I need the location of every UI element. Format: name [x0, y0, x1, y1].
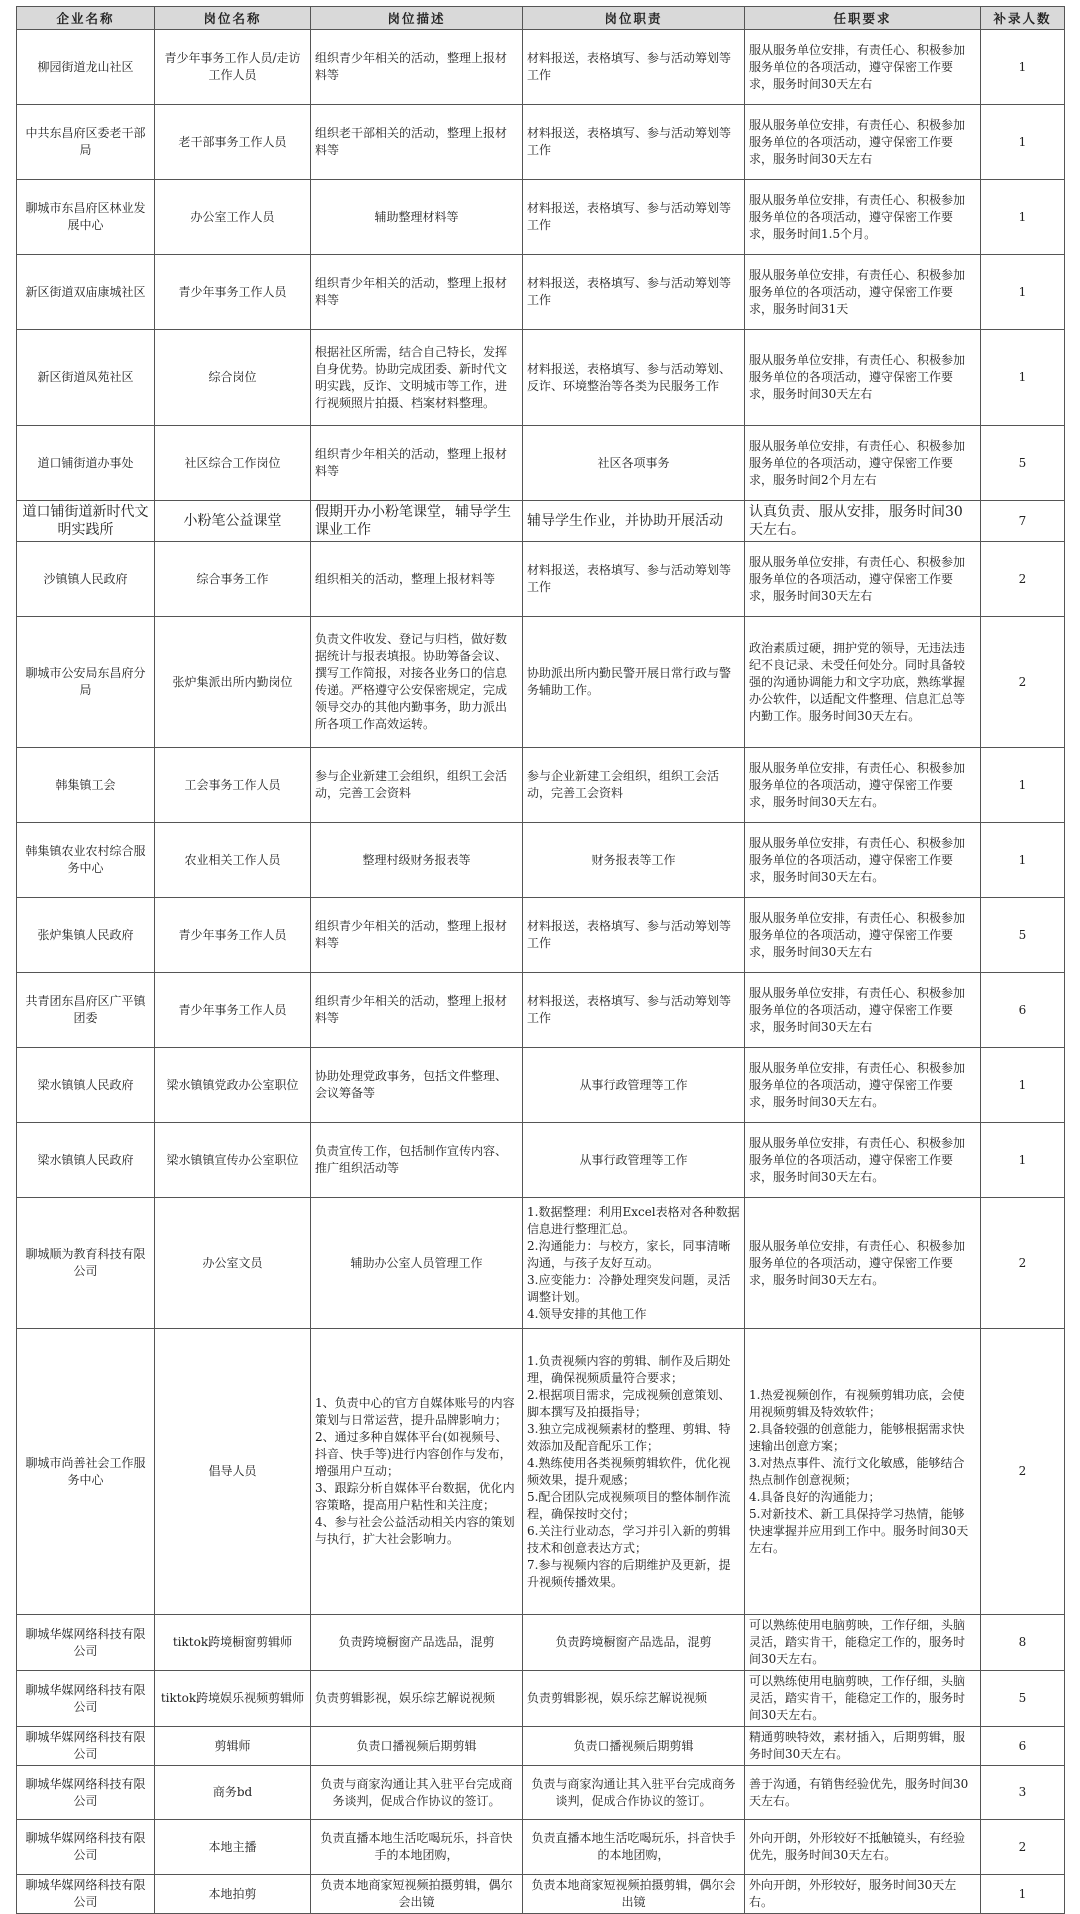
cell-count: 1 — [981, 1123, 1065, 1198]
cell-position: 社区综合工作岗位 — [155, 426, 311, 501]
cell-description: 负责口播视频后期剪辑 — [311, 1727, 523, 1766]
cell-company: 聊城顺为教育科技有限公司 — [17, 1198, 155, 1329]
table-header-row — [17, 7, 1065, 30]
cell-duty: 负责本地商家短视频拍摄剪辑，偶尔会出镜 — [523, 1875, 745, 1914]
cell-count: 2 — [981, 1198, 1065, 1329]
cell-duty: 材料报送，表格填写、参与活动筹划、反诈、环境整治等各类为民服务工作 — [523, 330, 745, 426]
cell-count: 2 — [981, 1329, 1065, 1615]
cell-company: 聊城华媒网络科技有限公司 — [17, 1671, 155, 1727]
cell-position: 青少年事务工作人员 — [155, 973, 311, 1048]
cell-requirement: 服从服务单位安排，有责任心、积极参加服务单位的各项活动，遵守保密工作要求，服务时间30天左右 — [745, 973, 981, 1048]
cell-position: 办公室文员 — [155, 1198, 311, 1329]
table-row — [17, 501, 1065, 542]
cell-position: 本地主播 — [155, 1820, 311, 1875]
cell-requirement: 可以熟练使用电脑剪映，工作仔细，头脑灵活，踏实肯干，能稳定工作的，服务时间30天左右。 — [745, 1671, 981, 1727]
cell-position: 农业相关工作人员 — [155, 823, 311, 898]
cell-position: 倡导人员 — [155, 1329, 311, 1615]
cell-company: 韩集镇农业农村综合服务中心 — [17, 823, 155, 898]
cell-count: 1 — [981, 105, 1065, 180]
cell-position: tiktok跨境娱乐视频剪辑师 — [155, 1671, 311, 1727]
header-company: 企业名称 — [17, 7, 155, 30]
cell-description: 组织青少年相关的活动，整理上报材料等 — [311, 898, 523, 973]
cell-count: 8 — [981, 1615, 1065, 1671]
cell-description: 假期开办小粉笔课堂，辅导学生课业工作 — [311, 501, 523, 542]
cell-description: 参与企业新建工会组织，组织工会活动，完善工会资料 — [311, 748, 523, 823]
cell-company: 道口铺街道办事处 — [17, 426, 155, 501]
cell-description: 组织青少年相关的活动，整理上报材料等 — [311, 973, 523, 1048]
table-row — [17, 1048, 1065, 1123]
cell-duty: 辅导学生作业，并协助开展活动 — [523, 501, 745, 542]
table-row — [17, 30, 1065, 105]
cell-count: 1 — [981, 1048, 1065, 1123]
cell-description: 辅助整理材料等 — [311, 180, 523, 255]
cell-description: 负责直播本地生活吃喝玩乐，抖音快手的本地团购， — [311, 1820, 523, 1875]
cell-description: 整理村级财务报表等 — [311, 823, 523, 898]
cell-position: 综合岗位 — [155, 330, 311, 426]
cell-company: 新区街道双庙康城社区 — [17, 255, 155, 330]
table-row — [17, 748, 1065, 823]
table-row — [17, 426, 1065, 501]
table-row — [17, 105, 1065, 180]
cell-description: 组织老干部相关的活动，整理上报材料等 — [311, 105, 523, 180]
cell-count: 1 — [981, 30, 1065, 105]
cell-description: 负责剪辑影视，娱乐综艺解说视频 — [311, 1671, 523, 1727]
header-description: 岗位描述 — [311, 7, 523, 30]
cell-company: 聊城华媒网络科技有限公司 — [17, 1727, 155, 1766]
table-row — [17, 1875, 1065, 1914]
cell-requirement: 服从服务单位安排，有责任心、积极参加服务单位的各项活动，遵守保密工作要求，服务时间2个月左右 — [745, 426, 981, 501]
cell-position: 青少年事务工作人员 — [155, 898, 311, 973]
cell-duty: 从事行政管理等工作 — [523, 1123, 745, 1198]
cell-count: 6 — [981, 1727, 1065, 1766]
cell-company: 沙镇镇人民政府 — [17, 542, 155, 617]
cell-duty: 1.负责视频内容的剪辑、制作及后期处理，确保视频质量符合要求； 2.根据项目需求，完成视频创意策划、脚本撰写及拍摄指导； 3.独立完成视频素材的整理、剪辑、特效添加及配音配乐工作； 4.熟练使用各类视频剪辑软件，优化视频效果，提升观感； 5.配合团队完成视频项目的整体制作流程，确保按时交付； 6.关注行业动态，学习并引入新的剪辑技术和创意表达方式； 7.参与视频内容的后期维护及更新，提升视频传播效果。 — [523, 1329, 745, 1615]
table-row — [17, 180, 1065, 255]
cell-count: 6 — [981, 973, 1065, 1048]
cell-duty: 负责跨境橱窗产品选品，混剪 — [523, 1615, 745, 1671]
cell-count: 7 — [981, 501, 1065, 542]
header-requirement: 任职要求 — [745, 7, 981, 30]
job-table — [16, 6, 1065, 1914]
cell-position: 办公室工作人员 — [155, 180, 311, 255]
table-row — [17, 1615, 1065, 1671]
cell-duty: 材料报送，表格填写、参与活动筹划等工作 — [523, 105, 745, 180]
cell-company: 聊城市公安局东昌府分局 — [17, 617, 155, 748]
cell-duty: 负责与商家沟通让其入驻平台完成商务谈判，促成合作协议的签订。 — [523, 1766, 745, 1820]
cell-description: 根据社区所需，结合自己特长，发挥自身优势。协助完成团委、新时代文明实践，反诈、文明城市等工作，进行视频照片拍摄、档案材料整理。 — [311, 330, 523, 426]
header-duty: 岗位职责 — [523, 7, 745, 30]
cell-description: 协助处理党政事务，包括文件整理、会议筹备等 — [311, 1048, 523, 1123]
cell-description: 负责宣传工作，包括制作宣传内容、推广组织活动等 — [311, 1123, 523, 1198]
cell-company: 聊城华媒网络科技有限公司 — [17, 1875, 155, 1914]
cell-position: 工会事务工作人员 — [155, 748, 311, 823]
table-row — [17, 1198, 1065, 1329]
cell-description: 负责与商家沟通让其入驻平台完成商务谈判，促成合作协议的签订。 — [311, 1766, 523, 1820]
cell-requirement: 1.热爱视频创作，有视频剪辑功底，会使用视频剪辑及特效软件； 2.具备较强的创意能力，能够根据需求快速输出创意方案； 3.对热点事件、流行文化敏感，能够结合热点制作创意视频； 4.具备良好的沟通能力； 5.对新技术、新工具保持学习热情，能够快速掌握并应用到工作中。服务时间30天左右。 — [745, 1329, 981, 1615]
cell-position: 商务bd — [155, 1766, 311, 1820]
cell-count: 2 — [981, 617, 1065, 748]
table-row — [17, 898, 1065, 973]
table-row — [17, 542, 1065, 617]
cell-position: 剪辑师 — [155, 1727, 311, 1766]
cell-duty: 材料报送，表格填写、参与活动筹划等工作 — [523, 542, 745, 617]
cell-company: 柳园街道龙山社区 — [17, 30, 155, 105]
cell-count: 5 — [981, 1671, 1065, 1727]
cell-requirement: 善于沟通，有销售经验优先，服务时间30天左右。 — [745, 1766, 981, 1820]
cell-company: 中共东昌府区委老干部局 — [17, 105, 155, 180]
cell-requirement: 服从服务单位安排，有责任心、积极参加服务单位的各项活动，遵守保密工作要求，服务时间30天左右 — [745, 105, 981, 180]
table-row — [17, 330, 1065, 426]
table-row — [17, 823, 1065, 898]
cell-requirement: 服从服务单位安排，有责任心、积极参加服务单位的各项活动，遵守保密工作要求，服务时间31天 — [745, 255, 981, 330]
cell-requirement: 服从服务单位安排，有责任心、积极参加服务单位的各项活动，遵守保密工作要求，服务时间1.5个月。 — [745, 180, 981, 255]
header-position: 岗位名称 — [155, 7, 311, 30]
cell-requirement: 外向开朗，外形较好，服务时间30天左右。 — [745, 1875, 981, 1914]
cell-position: 本地拍剪 — [155, 1875, 311, 1914]
cell-company: 张炉集镇人民政府 — [17, 898, 155, 973]
cell-duty: 负责直播本地生活吃喝玩乐，抖音快手的本地团购， — [523, 1820, 745, 1875]
cell-count: 2 — [981, 542, 1065, 617]
cell-requirement: 外向开朗，外形较好不抵触镜头，有经验优先，服务时间30天左右。 — [745, 1820, 981, 1875]
table-row — [17, 1727, 1065, 1766]
cell-duty: 参与企业新建工会组织，组织工会活动，完善工会资料 — [523, 748, 745, 823]
cell-requirement: 服从服务单位安排，有责任心、积极参加服务单位的各项活动，遵守保密工作要求，服务时间30天左右。 — [745, 748, 981, 823]
cell-description: 辅助办公室人员管理工作 — [311, 1198, 523, 1329]
job-table-container — [16, 6, 1064, 1914]
table-row — [17, 255, 1065, 330]
cell-count: 1 — [981, 823, 1065, 898]
cell-company: 道口铺街道新时代文明实践所 — [17, 501, 155, 542]
cell-duty: 负责口播视频后期剪辑 — [523, 1727, 745, 1766]
cell-company: 聊城华媒网络科技有限公司 — [17, 1615, 155, 1671]
cell-position: 青少年事务工作人员/走访工作人员 — [155, 30, 311, 105]
cell-requirement: 服从服务单位安排，有责任心、积极参加服务单位的各项活动，遵守保密工作要求，服务时间30天左右 — [745, 30, 981, 105]
cell-duty: 社区各项事务 — [523, 426, 745, 501]
cell-description: 1、负责中心的官方自媒体账号的内容策划与日常运营，提升品牌影响力； 2、通过多种自媒体平台(如视频号、抖音、快手等)进行内容创作与发布，增强用户互动； 3、跟踪分析自媒体平台数据，优化内容策略，提高用户粘性和关注度； 4、参与社会公益活动相关内容的策划与执行，扩大社会影响力。 — [311, 1329, 523, 1615]
cell-description: 组织青少年相关的活动，整理上报材料等 — [311, 30, 523, 105]
cell-description: 组织青少年相关的活动，整理上报材料等 — [311, 426, 523, 501]
cell-duty: 材料报送，表格填写、参与活动筹划等工作 — [523, 255, 745, 330]
cell-requirement: 政治素质过硬，拥护党的领导，无违法违纪不良记录、未受任何处分。同时具备较强的沟通协调能力和文字功底，熟练掌握办公软件，以适配文件整理、信息汇总等内勤工作。服务时间30天左右。 — [745, 617, 981, 748]
cell-duty: 材料报送，表格填写、参与活动筹划等工作 — [523, 180, 745, 255]
cell-count: 5 — [981, 898, 1065, 973]
table-row — [17, 1123, 1065, 1198]
cell-count: 1 — [981, 748, 1065, 823]
cell-company: 梁水镇镇人民政府 — [17, 1048, 155, 1123]
table-row — [17, 1329, 1065, 1615]
cell-description: 组织相关的活动，整理上报材料等 — [311, 542, 523, 617]
cell-duty: 负责剪辑影视，娱乐综艺解说视频 — [523, 1671, 745, 1727]
cell-position: 梁水镇镇宣传办公室职位 — [155, 1123, 311, 1198]
cell-description: 负责跨境橱窗产品选品，混剪 — [311, 1615, 523, 1671]
cell-count: 1 — [981, 330, 1065, 426]
cell-requirement: 精通剪映特效，素材插入，后期剪辑，服务时间30天左右。 — [745, 1727, 981, 1766]
cell-duty: 材料报送，表格填写、参与活动筹划等工作 — [523, 973, 745, 1048]
cell-duty: 从事行政管理等工作 — [523, 1048, 745, 1123]
cell-company: 韩集镇工会 — [17, 748, 155, 823]
cell-position: 青少年事务工作人员 — [155, 255, 311, 330]
cell-count: 5 — [981, 426, 1065, 501]
cell-position: 梁水镇镇党政办公室职位 — [155, 1048, 311, 1123]
cell-count: 3 — [981, 1766, 1065, 1820]
cell-company: 聊城市尚善社会工作服务中心 — [17, 1329, 155, 1615]
cell-company: 聊城市东昌府区林业发展中心 — [17, 180, 155, 255]
table-row — [17, 1820, 1065, 1875]
cell-company: 聊城华媒网络科技有限公司 — [17, 1820, 155, 1875]
cell-requirement: 服从服务单位安排，有责任心、积极参加服务单位的各项活动，遵守保密工作要求，服务时间30天左右 — [745, 898, 981, 973]
cell-requirement: 服从服务单位安排，有责任心、积极参加服务单位的各项活动，遵守保密工作要求，服务时间30天左右 — [745, 542, 981, 617]
cell-requirement: 服从服务单位安排，有责任心、积极参加服务单位的各项活动，遵守保密工作要求，服务时间30天左右 — [745, 330, 981, 426]
cell-requirement: 认真负责、服从安排，服务时间30天左右。 — [745, 501, 981, 542]
cell-position: tiktok跨境橱窗剪辑师 — [155, 1615, 311, 1671]
header-count: 补录人数 — [981, 7, 1065, 30]
table-row — [17, 973, 1065, 1048]
table-row — [17, 617, 1065, 748]
cell-duty: 材料报送，表格填写、参与活动筹划等工作 — [523, 898, 745, 973]
cell-duty: 财务报表等工作 — [523, 823, 745, 898]
cell-position: 综合事务工作 — [155, 542, 311, 617]
cell-duty: 1.数据整理：利用Excel表格对各种数据信息进行整理汇总。 2.沟通能力：与校方，家长，同事清晰沟通，与孩子友好互动。 3.应变能力：冷静处理突发问题，灵活调整计划。 4.领导安排的其他工作 — [523, 1198, 745, 1329]
cell-requirement: 可以熟练使用电脑剪映，工作仔细，头脑灵活，踏实肯干，能稳定工作的，服务时间30天左右。 — [745, 1615, 981, 1671]
cell-position: 小粉笔公益课堂 — [155, 501, 311, 542]
cell-requirement: 服从服务单位安排，有责任心、积极参加服务单位的各项活动，遵守保密工作要求，服务时间30天左右。 — [745, 1048, 981, 1123]
cell-requirement: 服从服务单位安排，有责任心、积极参加服务单位的各项活动，遵守保密工作要求，服务时间30天左右。 — [745, 1123, 981, 1198]
cell-description: 负责文件收发、登记与归档，做好数据统计与报表填报。协助筹备会议、撰写工作简报，对接各业务口的信息传递。严格遵守公安保密规定，完成领导交办的其他内勤事务，助力派出所各项工作高效运转。 — [311, 617, 523, 748]
cell-count: 1 — [981, 1875, 1065, 1914]
cell-description: 组织青少年相关的活动，整理上报材料等 — [311, 255, 523, 330]
cell-duty: 协助派出所内勤民警开展日常行政与警务辅助工作。 — [523, 617, 745, 748]
cell-company: 共青团东昌府区广平镇团委 — [17, 973, 155, 1048]
cell-count: 2 — [981, 1820, 1065, 1875]
cell-description: 负责本地商家短视频拍摄剪辑，偶尔会出镜 — [311, 1875, 523, 1914]
table-row — [17, 1766, 1065, 1820]
cell-position: 老干部事务工作人员 — [155, 105, 311, 180]
cell-count: 1 — [981, 180, 1065, 255]
cell-duty: 材料报送，表格填写、参与活动筹划等工作 — [523, 30, 745, 105]
cell-requirement: 服从服务单位安排，有责任心、积极参加服务单位的各项活动，遵守保密工作要求，服务时间30天左右。 — [745, 823, 981, 898]
cell-company: 新区街道凤苑社区 — [17, 330, 155, 426]
cell-company: 梁水镇镇人民政府 — [17, 1123, 155, 1198]
cell-company: 聊城华媒网络科技有限公司 — [17, 1766, 155, 1820]
cell-requirement: 服从服务单位安排，有责任心、积极参加服务单位的各项活动，遵守保密工作要求，服务时间30天左右。 — [745, 1198, 981, 1329]
table-row — [17, 1671, 1065, 1727]
cell-count: 1 — [981, 255, 1065, 330]
cell-position: 张炉集派出所内勤岗位 — [155, 617, 311, 748]
